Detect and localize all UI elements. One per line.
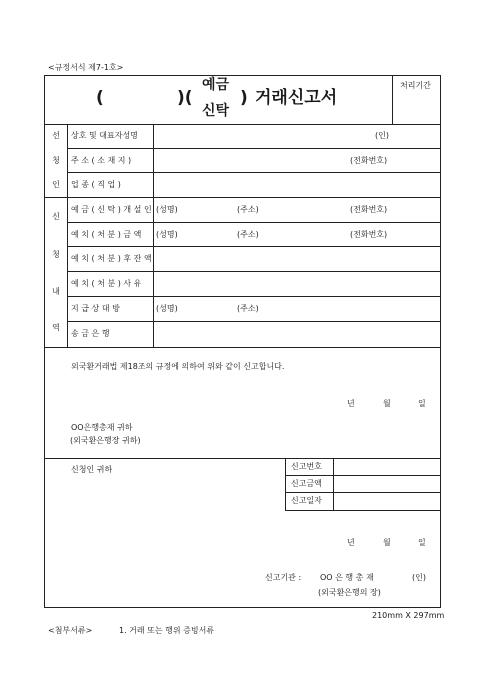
form-frame <box>44 75 441 608</box>
row-line <box>67 271 441 272</box>
section-line <box>44 458 441 459</box>
recipient-sub: (외국환은행장 귀하) <box>70 436 141 445</box>
address-label: (주소) <box>237 230 259 239</box>
header-divider <box>392 75 393 124</box>
applicant-char-3: 인 <box>52 180 60 189</box>
month-label: 월 <box>383 399 391 408</box>
details-char-3: 내 <box>52 287 60 296</box>
form-number: <규정서식 제7-1호> <box>48 63 124 72</box>
report-number-label: 신고번호 <box>291 462 322 471</box>
label-balance: 예 치 ( 처 분 ) 후 잔 액 <box>71 254 152 263</box>
box-line <box>333 458 334 510</box>
section-line <box>44 347 441 348</box>
label-account-opener: 예 금 ( 신 탁 ) 개 설 인 <box>71 205 152 214</box>
row-line <box>67 296 441 297</box>
report-amount-label: 신고금액 <box>291 479 322 488</box>
box-line <box>285 492 441 493</box>
details-char-1: 신 <box>52 212 60 221</box>
report-date-label: 신고일자 <box>291 496 322 505</box>
page-title: 거래신고서 <box>255 88 338 108</box>
label-remitting-bank: 송 금 은 행 <box>71 329 110 338</box>
year-label: 년 <box>347 399 355 408</box>
section-col-line <box>67 124 68 347</box>
label-company-representative: 상호 및 대표자성명 <box>71 131 138 140</box>
header-bottom-line <box>44 124 441 125</box>
label-address: 주 소 ( 소 재 지 ) <box>71 156 132 165</box>
seal-mark: (인) <box>375 131 389 140</box>
authority-sub: (외국환은행의 장) <box>318 588 381 597</box>
section-line <box>44 197 441 198</box>
processing-period-label: 처리기간 <box>400 81 431 90</box>
month-label: 월 <box>383 538 391 547</box>
phone-label: (전화번호) <box>350 230 388 239</box>
label-reason: 예 치 ( 처 분 ) 사 유 <box>71 279 142 288</box>
address-label: (주소) <box>237 304 259 313</box>
address-label: (주소) <box>237 205 259 214</box>
name-label: (성명) <box>156 205 178 214</box>
attachments-label: <첨부서류> <box>48 626 93 635</box>
name-label: (성명) <box>156 230 178 239</box>
label-deposit-amount: 예 치 ( 처 분 ) 금 액 <box>71 230 142 239</box>
row-line <box>67 246 441 247</box>
title-close-paren: ) <box>240 88 248 108</box>
box-line <box>285 475 441 476</box>
title-trust: 신탁 <box>202 103 230 119</box>
row-line <box>67 222 441 223</box>
paper-size: 210mm X 297mm <box>372 611 445 620</box>
authority-seal: (인) <box>412 573 426 582</box>
row-line <box>67 148 441 149</box>
applicant-char-1: 선 <box>52 131 60 140</box>
details-char-4: 역 <box>52 323 60 332</box>
authority-label: 신고기관 : <box>265 573 302 582</box>
box-line <box>285 458 286 510</box>
title-mid-paren: )( <box>177 88 193 108</box>
to-applicant: 신청인 귀하 <box>71 465 113 474</box>
authority-name: OO 은 행 총 재 <box>320 573 374 582</box>
details-char-2: 청 <box>52 250 60 259</box>
day-label: 일 <box>418 538 426 547</box>
applicant-char-2: 청 <box>52 156 60 165</box>
phone-label: (전화번호) <box>350 156 388 165</box>
row-line <box>67 321 441 322</box>
label-col-line <box>153 124 154 347</box>
row-line <box>67 172 441 173</box>
phone-label: (전화번호) <box>350 205 388 214</box>
name-label: (성명) <box>156 304 178 313</box>
title-open-paren: ( <box>96 88 104 108</box>
declaration-text: 외국환거래법 제18조의 규정에 의하여 위와 같이 신고합니다. <box>71 362 285 371</box>
label-counterparty: 지 급 상 대 방 <box>71 304 120 313</box>
year-label: 년 <box>347 538 355 547</box>
title-deposit: 예금 <box>202 77 230 93</box>
recipient: OO은행총재 귀하 <box>71 423 133 432</box>
label-occupation: 업 종 ( 직 업 ) <box>71 180 121 189</box>
day-label: 일 <box>418 399 426 408</box>
box-line <box>285 510 441 511</box>
attachment-item: 1. 거래 또는 행위 증빙서류 <box>119 626 215 635</box>
